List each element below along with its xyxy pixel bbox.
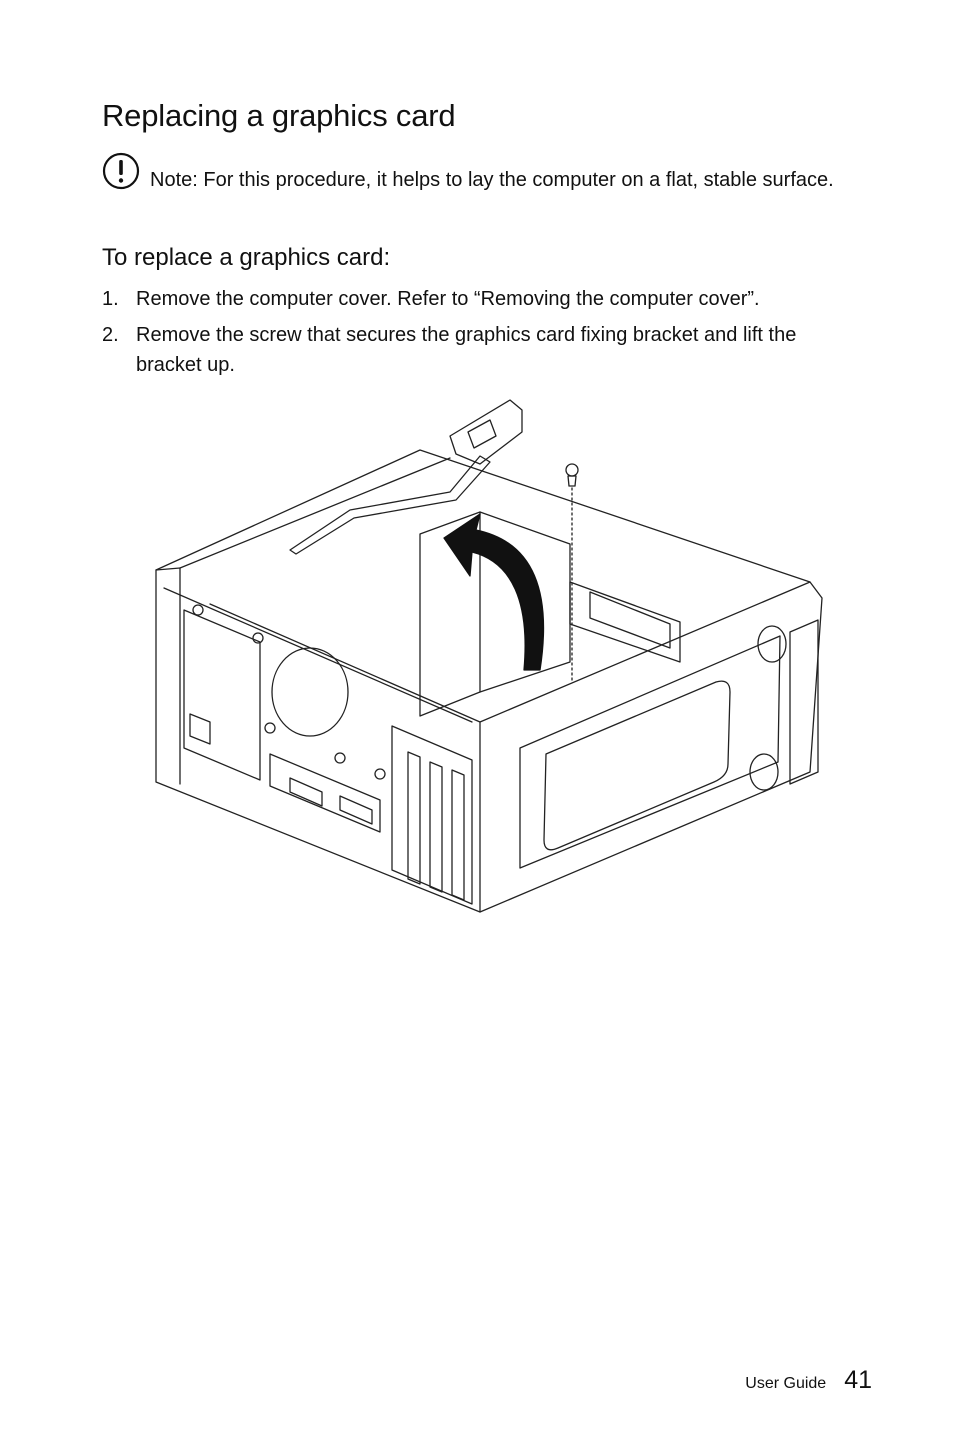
footer-guide-label: User Guide [745,1375,827,1392]
step-number: 2. [102,324,119,346]
graphics-card-bracket [290,400,522,554]
arrow-lift [444,514,544,670]
note-label: Note: [150,169,198,191]
note-text-block [150,165,850,195]
rear-panel [184,605,472,904]
steps-list [102,284,842,386]
page-number: 41 [844,1366,872,1394]
screw [566,464,578,682]
step-text: Remove the screw that secures the graphics card fixing bracket and lift the bracket up. [136,324,797,376]
computer-chassis-illustration [150,392,840,922]
step-number: 1. [102,288,119,310]
page-footer [745,1366,872,1395]
list-item [102,320,842,380]
step-text: Remove the computer cover. Refer to “Removing the computer cover”. [136,288,760,310]
section-heading: To replace a graphics card: [102,244,391,271]
note-body: For this procedure, it helps to lay the computer on a flat, stable surface. [203,169,834,191]
page-title: Replacing a graphics card [102,98,456,133]
list-item [102,284,842,314]
exclamation-icon [102,152,140,190]
side-panel [520,620,818,868]
